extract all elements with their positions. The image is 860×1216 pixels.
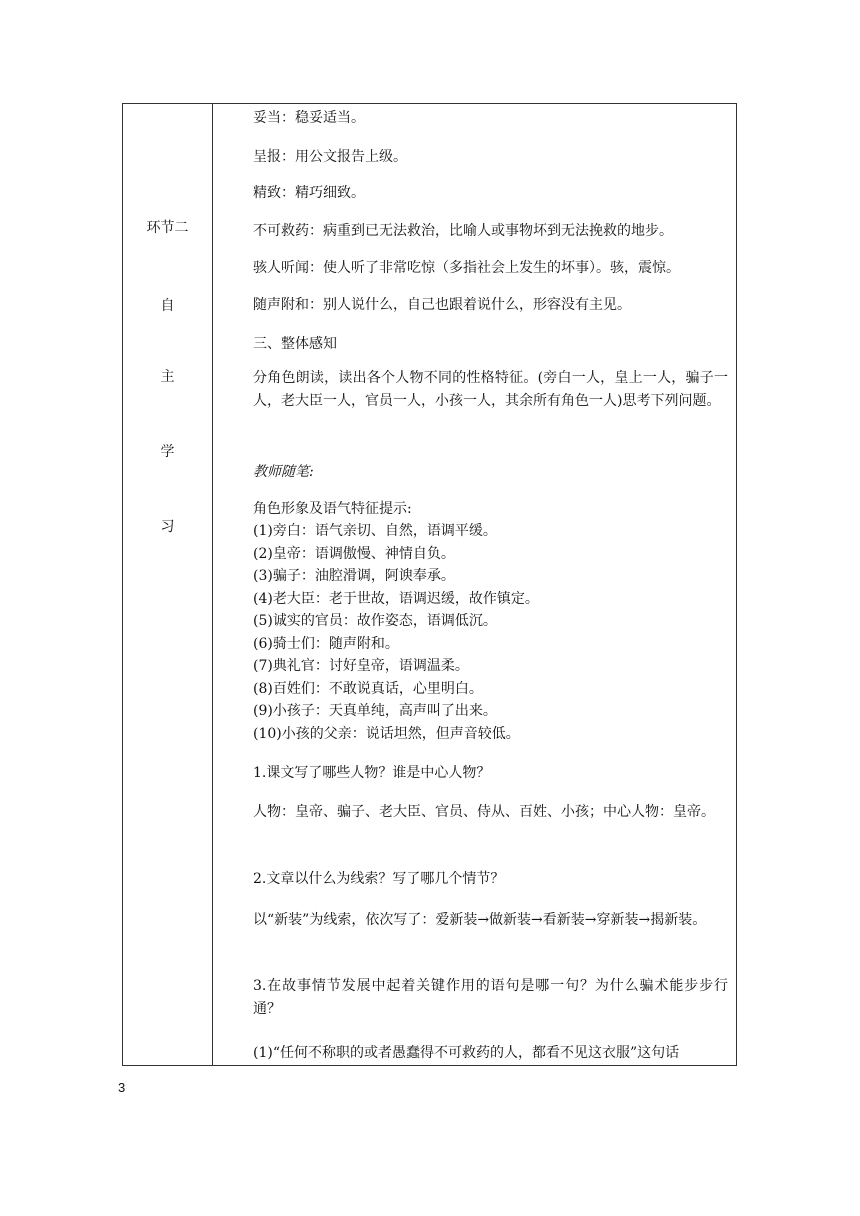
side-char-3: 学: [160, 444, 175, 460]
vocab-item: 随声附和：别人说什么，自己也跟着说什么，形容没有主见。: [253, 297, 631, 313]
teacher-note-label: 教师随笔:: [253, 464, 314, 480]
question-2: 2.文章以什么为线索？写了哪几个情节？: [253, 871, 505, 887]
vocab-item: 精致：精巧细致。: [253, 185, 365, 201]
role-tip: (7)典礼官：讨好皇帝，语调温柔。: [253, 658, 469, 674]
question-3: 3.在故事情节发展中起着关键作用的语句是哪一句？为什么骗术能步步行通？: [253, 978, 728, 1017]
content-cell: 妥当：稳妥适当。 呈报：用公文报告上级。 精致：精巧细致。 不可救药：病重到已无法救治，比喻人或事物坏到无法挽救的地步。 骇人听闻：使人听了非常吃惊（多指社会上发生的坏事）。骇，震惊。 随声附和：别人说什么，自己也跟着说什么，形容没有主见。 三、整体感知 分角色朗读，读出各个人物不同的性格特征。(旁白一人，皇上一人，骗子一人，老大臣一人，官员一人，小孩一人，其余所有角色一人)思考下列问题。 教师随笔: 角色形象及语气特征提示: (1)旁白：语气亲切、自然，语调平缓。 (2)皇帝：语调傲慢、神情自负。 (3)骗子：油腔滑调，阿谀奉承。 (4)老大臣：老于世故，语调迟缓，故作镇定。 (5)诚实的官员：故作姿态，语调低沉。 (6)骑士们：随声附和。 (7)典礼官：讨好皇帝，语调温柔。 (8)百姓们：不敢说真话，心里明白。 (9)小孩子：天真单纯，高声叫了出来。 (10)小孩的父亲：说话坦然，但声音较低。 1.课文写了哪些人物？谁是中心人物？ 人物：皇帝、骗子、老大臣、官员、侍从、百姓、小孩；中心人物：皇帝。 2.文章以什么为线索？写了哪几个情节？ 以“新装”为线索，依次写了：爱新装→做新装→看新装→穿新装→揭新装。 3.在故事情节发展中起着关键作用的语句是哪一句？为什么骗术能步步行通？ (1)“任何不称职的或者愚蠢得不可救药的人，都看不见这衣服”这句话: [213, 104, 736, 1065]
page-number: 3: [118, 1080, 126, 1095]
role-tip: (10)小孩的父亲：说话坦然，但声音较低。: [253, 726, 520, 742]
role-tip: (3)骗子：油腔滑调，阿谀奉承。: [253, 568, 455, 584]
question-1: 1.课文写了哪些人物？谁是中心人物？: [253, 765, 491, 781]
answer-1: 人物：皇帝、骗子、老大臣、官员、侍从、百姓、小孩；中心人物：皇帝。: [253, 804, 715, 820]
answer-2: 以“新装”为线索，依次写了：爱新装→做新装→看新装→穿新装→揭新装。: [253, 912, 707, 928]
side-char-4: 习: [160, 519, 175, 535]
vocab-item: 不可救药：病重到已无法救治，比喻人或事物坏到无法挽救的地步。: [253, 223, 673, 239]
role-tip: (1)旁白：语气亲切、自然，语调平缓。: [253, 523, 497, 539]
section-heading: 三、整体感知: [253, 336, 337, 352]
side-char-1: 自: [160, 298, 175, 314]
vocab-item: 骇人听闻：使人听了非常吃惊（多指社会上发生的坏事）。骇，震惊。: [253, 260, 680, 276]
role-tip: (2)皇帝：语调傲慢、神情自负。: [253, 546, 455, 562]
vocab-item: 妥当：稳妥适当。: [253, 110, 365, 126]
lesson-table: [122, 103, 737, 1066]
vocab-item: 呈报：用公文报告上级。: [253, 149, 407, 165]
role-tip: (8)百姓们：不敢说真话，心里明白。: [253, 681, 483, 697]
role-tip: (6)骑士们：随声附和。: [253, 636, 399, 652]
answer-3: (1)“任何不称职的或者愚蠢得不可救药的人，都看不见这衣服”这句话: [253, 1045, 680, 1061]
role-tip: (5)诚实的官员：故作姿态，语调低沉。: [253, 613, 497, 629]
roles-title: 角色形象及语气特征提示:: [253, 501, 412, 517]
side-char-2: 主: [160, 369, 175, 385]
role-tip: (9)小孩子：天真单纯，高声叫了出来。: [253, 703, 497, 719]
section-label: 环节二: [146, 220, 189, 236]
role-tip: (4)老大臣：老于世故，语调迟缓，故作镇定。: [253, 591, 539, 607]
